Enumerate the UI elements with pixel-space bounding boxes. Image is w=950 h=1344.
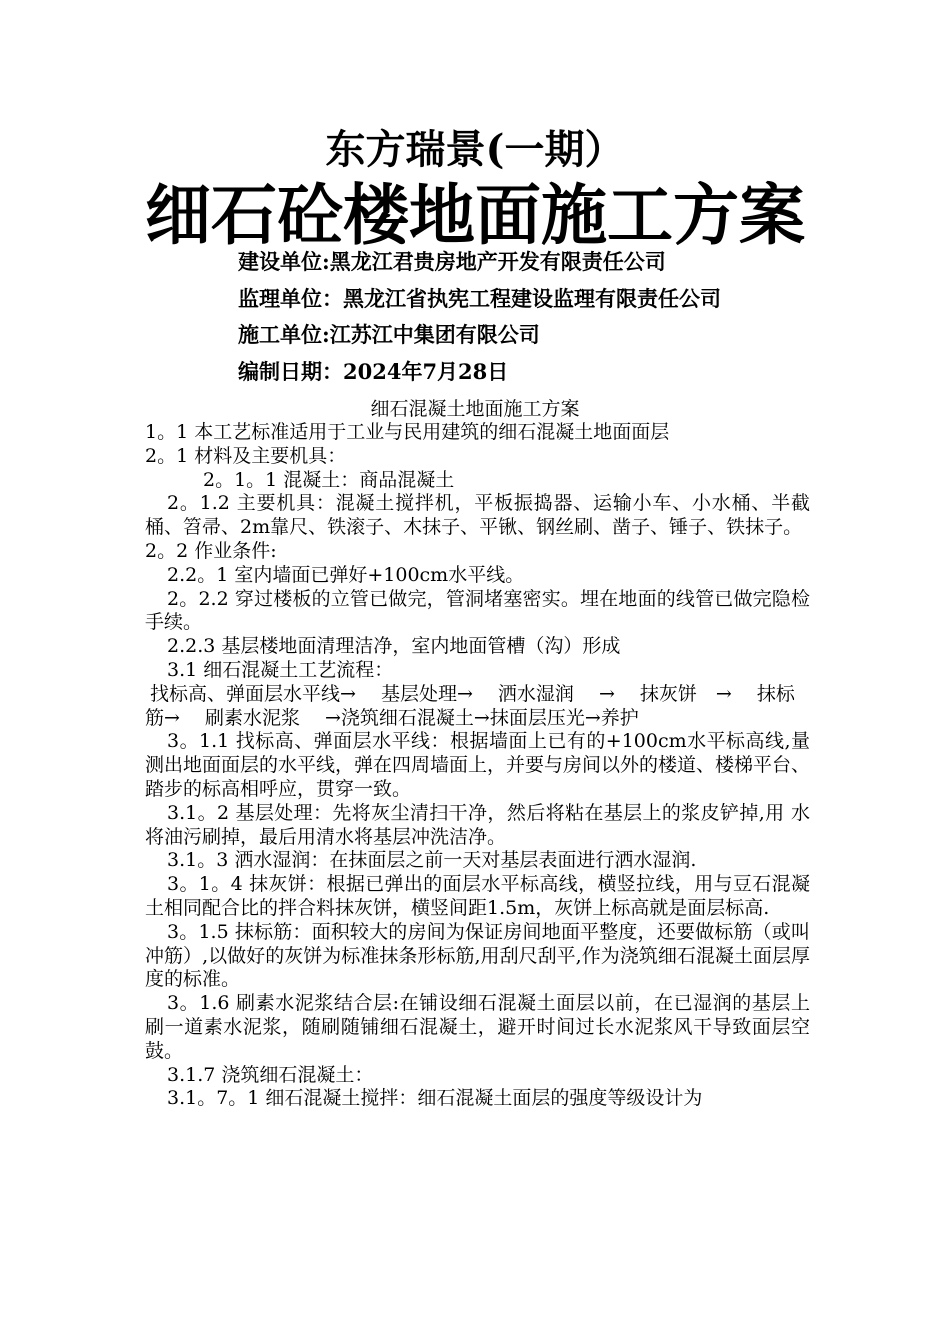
paragraph: 3。1.1 找标高、弹面层水平线：根据墙面上已有的+100cm水平标高线,量测出地面面层的水平线，弹在四周墙面上，并要与房间以外的楼道、楼梯平台、踏步的标高相呼应，贯穿一致。 xyxy=(145,730,811,800)
paragraph: 3。1.6 刷素水泥浆结合层:在铺设细石混凝土面层以前，在已湿润的基层上 刷一道素水泥浆，随刷随铺细石混凝土，避开时间过长水泥浆风干导致面层空鼓。 xyxy=(145,992,810,1062)
project-name: 东方瑞景(一期） xyxy=(325,126,625,173)
body-text xyxy=(145,421,810,1111)
paragraph: 2。2 作业条件: xyxy=(145,539,277,562)
paragraph: 2。2.2 穿过楼板的立管已做完，管洞堵塞密实。埋在地面的线管已做完隐检手续。 xyxy=(145,587,810,634)
paragraph: 2。1 材料及主要机具： xyxy=(145,444,347,467)
paragraph: 3。1。4 抹灰饼：根据已弹出的面层水平标高线，横竖拉线，用与豆石混凝土相同配合比的拌合料抹灰饼，横竖间距1.5m，灰饼上标高就是面层标高. xyxy=(145,873,810,919)
date-line: 编制日期：2024年7月28日 xyxy=(238,359,509,384)
paragraph: 2。1.2 主要机具：混凝土搅拌机，平板振捣器、运输小车、小水桶、半截桶、笤帚、2m靠尺、铁滚子、木抹子、平锹、钢丝刷、凿子、锤子、铁抹子。 xyxy=(145,492,810,539)
paragraph: 3。1.5 抹标筋：面积较大的房间为保证房间地面平整度，还要做标筋（或叫 冲筋）,以做好的灰饼为标准抹条形标筋,用刮尺刮平,作为浇筑细石混凝土面层厚度的标准。 xyxy=(145,920,810,991)
owner-line: 建设单位:黑龙江君贵房地产开发有限责任公司 xyxy=(238,249,666,274)
paragraph: 3.1 细石混凝土工艺流程： xyxy=(167,658,394,681)
paragraph: 2.2.3 基层楼地面清理洁净，室内地面管槽（沟）形成 xyxy=(167,635,621,658)
section-heading: 细石混凝土地面施工方案 xyxy=(370,398,580,420)
supervisor-line: 监理单位：黑龙江省执宪工程建设监理有限责任公司 xyxy=(238,286,721,311)
document-title: 细石砼楼地面施工方案 xyxy=(145,176,805,254)
contractor-line: 施工单位:江苏江中集团有限公司 xyxy=(238,322,540,347)
paragraph: 2.2。1 室内墙面已弹好+100cm水平线。 xyxy=(167,563,525,586)
paragraph: 3.1.7 浇筑细石混凝土： xyxy=(167,1063,374,1086)
paragraph: 1。1 本工艺标准适用于工业与民用建筑的细石混凝土地面面层 xyxy=(145,421,670,443)
paragraph: 3.1。2 基层处理：先将灰尘清扫干净，然后将粘在基层上的浆皮铲掉,用 水将油污刷掉，最后用清水将基层冲洗洁净。 xyxy=(145,801,810,848)
paragraph: 2。1。1 混凝土：商品混凝土 xyxy=(203,468,455,491)
paragraph: 3.1。7。1 细石混凝土搅拌：细石混凝土面层的强度等级设计为 xyxy=(167,1087,703,1110)
paragraph: 找标高、弹面层水平线→ 基层处理→ 洒水湿润 → 抹灰饼 → 抹标筋→ 刷素水泥浆 →浇筑细石混凝土→抹面层压光→养护 xyxy=(145,682,795,729)
paragraph: 3.1。3 洒水湿润：在抹面层之前一天对基层表面进行洒水湿润. xyxy=(167,849,697,872)
